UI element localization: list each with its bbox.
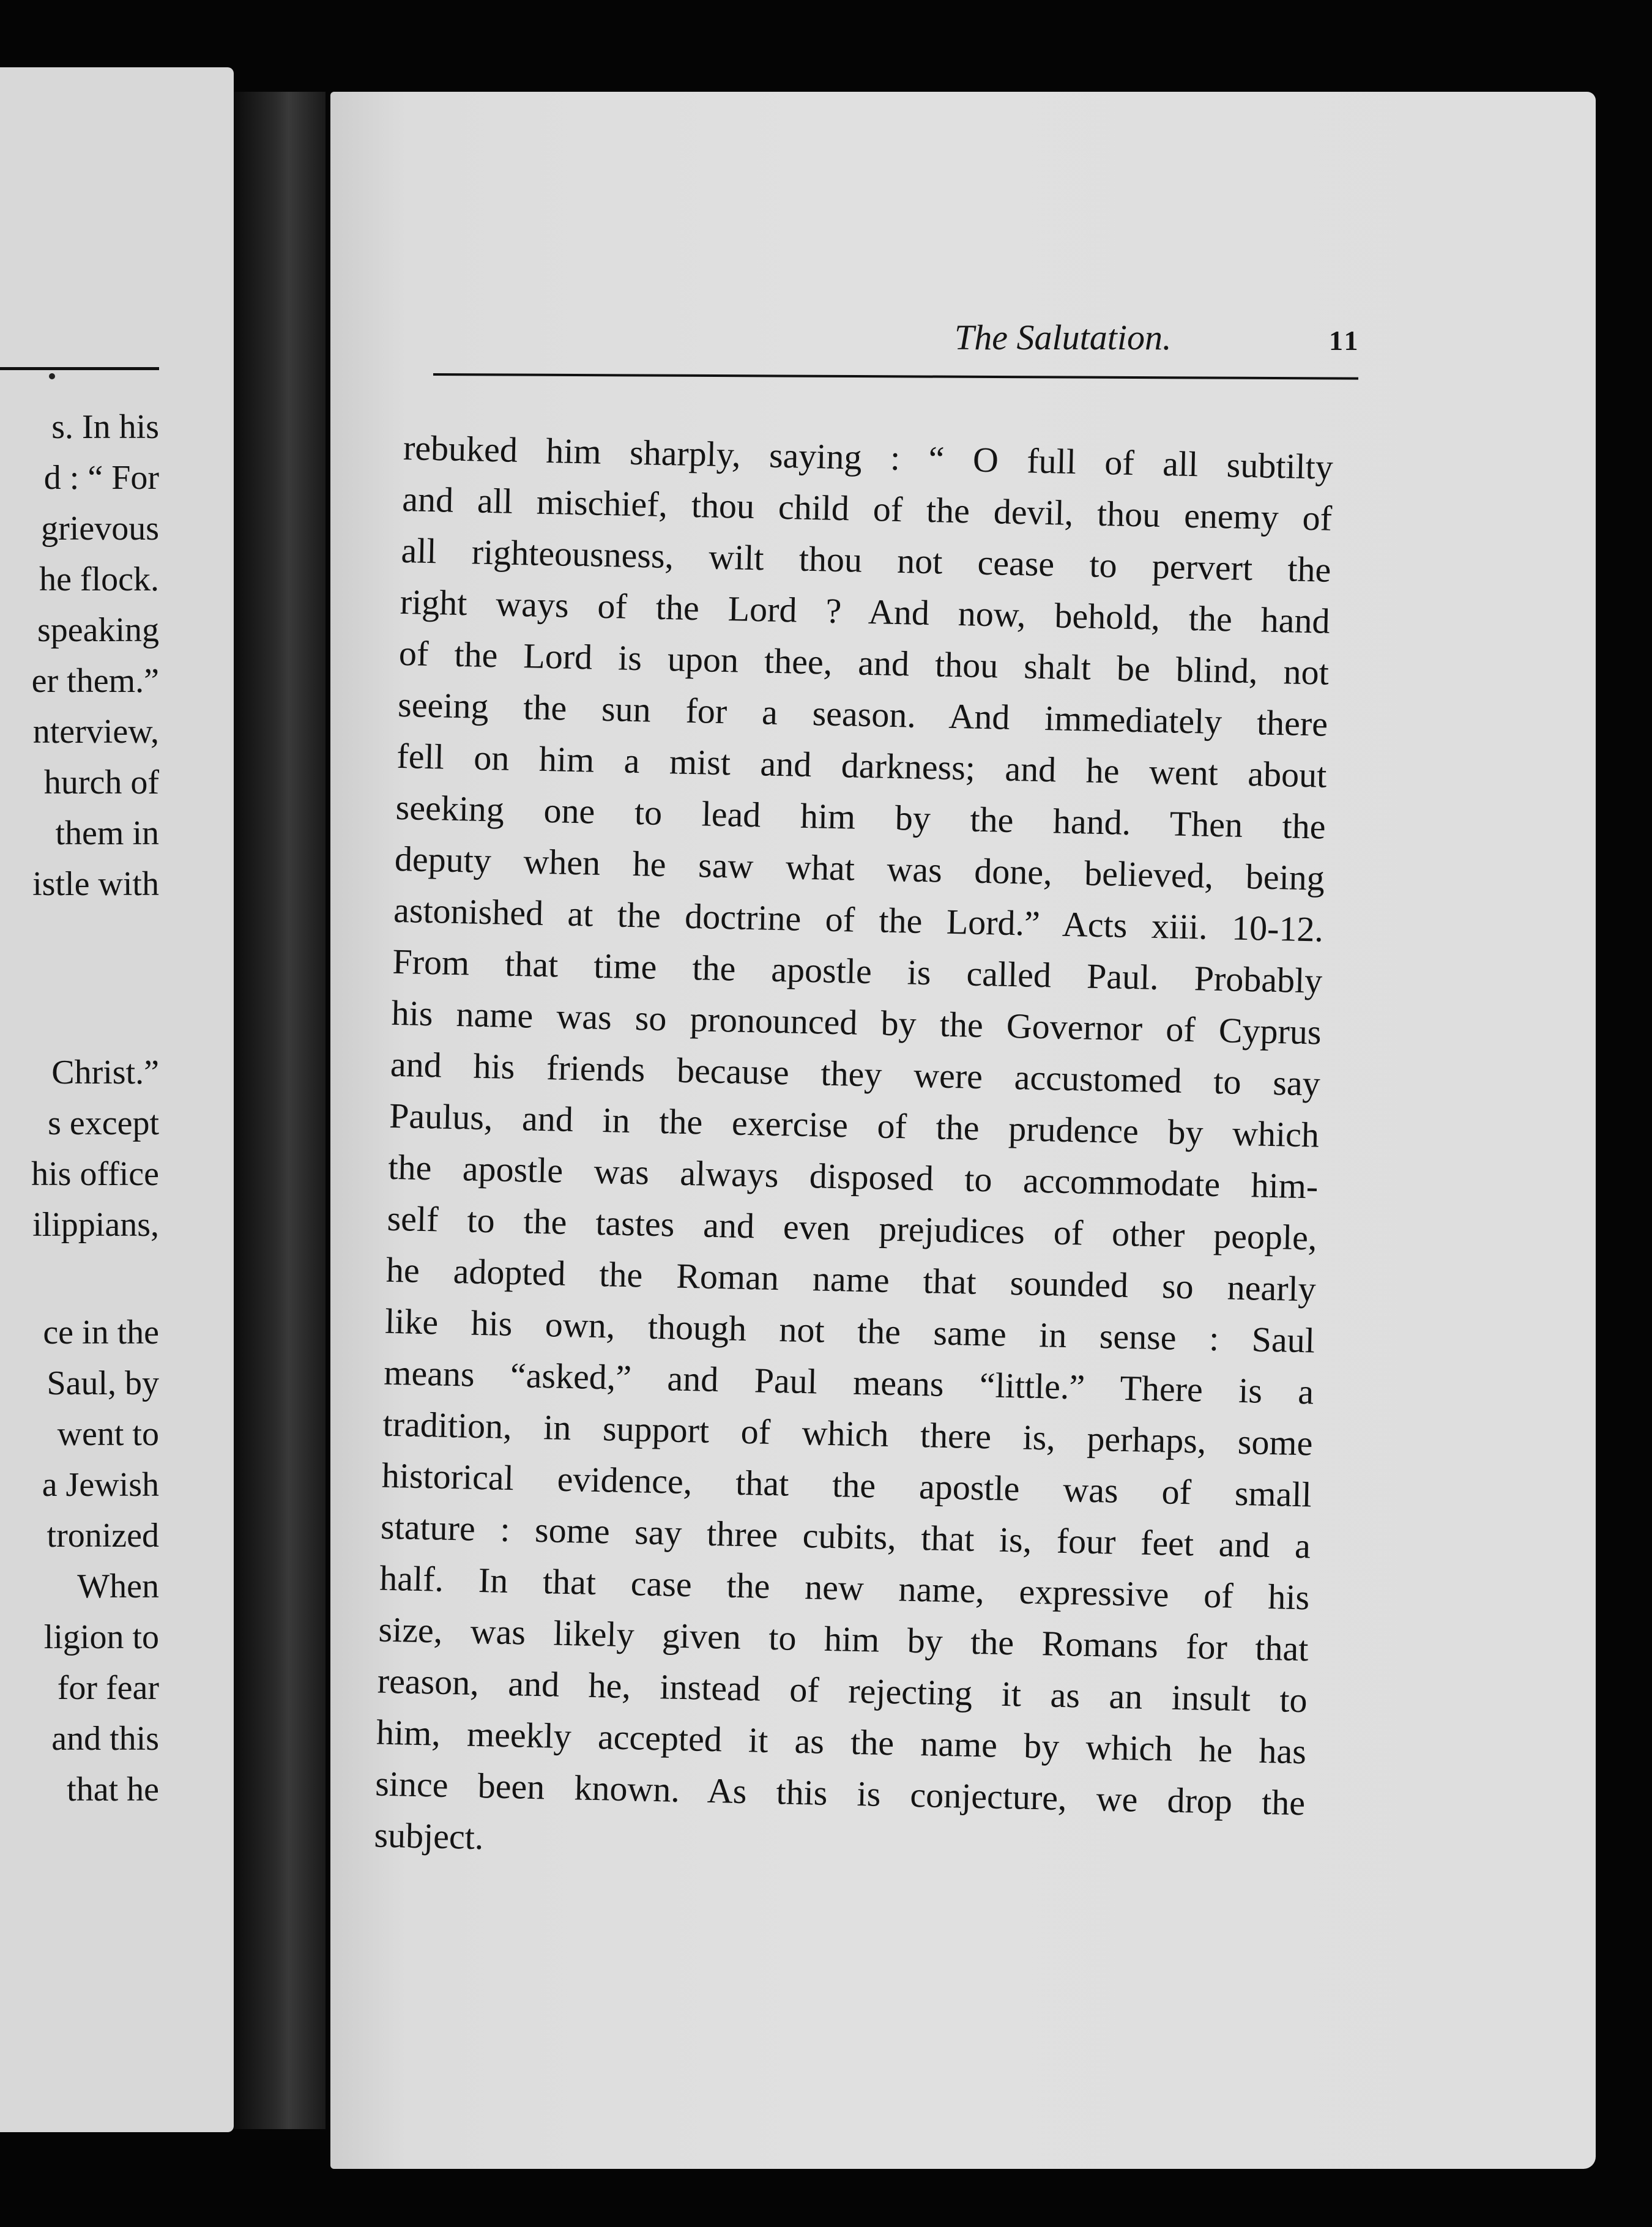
text-line: and his friends because they were accustomed to say (390, 1044, 1321, 1104)
text-line: historical evidence, that the apostle was of small (381, 1455, 1312, 1515)
right-page (330, 92, 1596, 2169)
left-page-line: Christ.” (51, 1054, 159, 1091)
text-line: the apostle was always disposed to accommodate him- (387, 1147, 1319, 1206)
text-line: deputy when he saw what was done, believed, being (394, 838, 1325, 898)
text-line: half. In that case the new name, expressive of his (379, 1558, 1310, 1618)
text-line: right ways of the Lord ? And now, behold, the hand (400, 581, 1331, 641)
text-line: his name was so pronounced by the Governor of Cyprus (391, 992, 1322, 1052)
left-page-line: d : “ For (43, 459, 159, 497)
text-line: and all mischief, thou child of the devil, thou enemy of (401, 478, 1333, 538)
left-page-line: grievous (41, 510, 159, 548)
text-line: Paulus, and in the exercise of the prudence by which (389, 1095, 1320, 1155)
left-page (0, 67, 234, 2132)
text-line: reason, and he, instead of rejecting it as an insult to (377, 1660, 1308, 1720)
left-page-line: that he (67, 1771, 159, 1809)
text-line: astonished at the doctrine of the Lord.” Acts xiii. 10-12. (393, 890, 1324, 950)
text-line: of the Lord is upon thee, and thou shalt be blind, not (398, 633, 1330, 693)
left-page-line: s. In his (51, 408, 159, 446)
left-page-line: ilippians, (32, 1206, 159, 1244)
left-page-line: and this (51, 1720, 159, 1758)
text-line: seeking one to lead him by the hand. Then the (395, 787, 1326, 847)
left-page-line: When (77, 1567, 159, 1605)
left-page-line: his office (31, 1155, 159, 1193)
text-line: means “asked,” and Paul means “little.” There is a (383, 1352, 1314, 1412)
text-line: From that time the apostle is called Paul. Probably (392, 941, 1323, 1001)
text-line: since been known. As this is conjecture, we drop the (374, 1763, 1306, 1823)
left-page-line: hurch of (43, 764, 159, 801)
left-page-line: Saul, by (47, 1364, 159, 1402)
left-page-line: went to (57, 1415, 159, 1453)
text-line: he adopted the Roman name that sounded so nearly (385, 1249, 1317, 1309)
left-page-line: er them.” (31, 662, 159, 700)
left-page-line: ligion to (43, 1618, 159, 1656)
text-line: size, was likely given to him by the Romans for that (378, 1609, 1309, 1669)
text-line: subject. (373, 1815, 485, 1857)
left-page-line: nterview, (32, 713, 159, 751)
left-page-line: them in (55, 814, 159, 852)
book-gutter-shadow (234, 92, 326, 2129)
left-page-line: istle with (32, 865, 159, 903)
text-line: seeing the sun for a season. And immediately there (397, 684, 1328, 744)
text-line: rebuked him sharply, saying : “ O full of all subtilty (403, 427, 1334, 487)
left-page-head-rule (0, 367, 159, 370)
running-head: The Salutation. (954, 318, 1172, 357)
left-page-line: s except (48, 1104, 159, 1142)
text-line: tradition, in support of which there is, perhaps, some (382, 1403, 1314, 1463)
left-page-line: a Jewish (42, 1466, 159, 1504)
text-line: like his own, though not the same in sense : Saul (384, 1301, 1315, 1361)
page-number: 11 (1329, 325, 1361, 356)
text-line: him, meekly accepted it as the name by which he has (376, 1712, 1307, 1772)
left-page-ornament (49, 373, 55, 379)
body-text (374, 422, 1358, 1881)
text-line: self to the tastes and even prejudices of other people, (387, 1198, 1318, 1258)
left-page-line: for fear (57, 1669, 159, 1707)
head-rule (433, 373, 1358, 380)
left-page-line: speaking (37, 611, 159, 649)
left-page-line: tronized (47, 1517, 159, 1555)
text-line: stature : some say three cubits, that is, four feet and a (380, 1506, 1311, 1566)
left-page-line: he flock. (39, 560, 159, 598)
text-line: fell on him a mist and darkness; and he went about (396, 735, 1327, 795)
text-line: all righteousness, wilt thou not cease to pervert the (400, 530, 1331, 590)
left-page-line: ce in the (43, 1314, 159, 1351)
